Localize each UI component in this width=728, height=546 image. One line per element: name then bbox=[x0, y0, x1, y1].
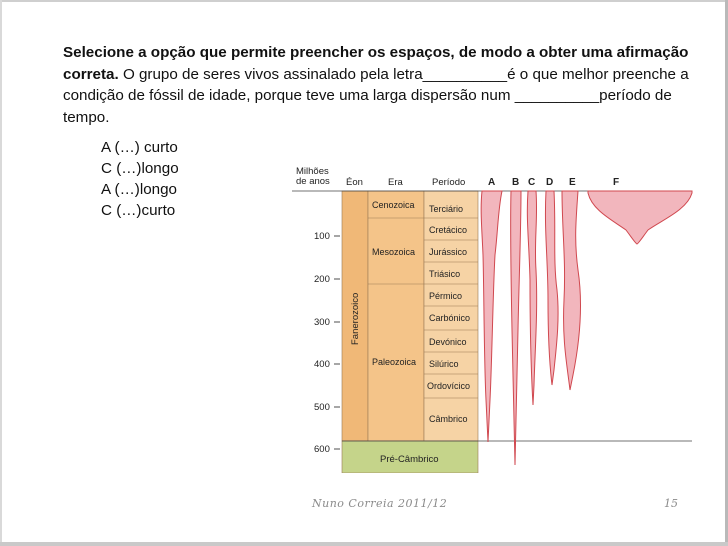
answer-option[interactable]: C (…)longo bbox=[101, 160, 179, 177]
time-ticks bbox=[314, 231, 330, 455]
period-label: Silúrico bbox=[429, 359, 459, 369]
precambrian-label: Pré-Câmbrico bbox=[380, 454, 439, 465]
eon-label: Fanerozoico bbox=[350, 292, 361, 345]
range-group-e bbox=[562, 191, 581, 390]
answer-option[interactable]: C (…)curto bbox=[101, 202, 176, 219]
question-part2: é o que melhor preenche a condição de fóssil de idade, porque teve uma larga dispersão num bbox=[63, 65, 689, 104]
geologic-time-figure bbox=[292, 160, 698, 473]
period-label: Triásico bbox=[429, 269, 461, 279]
range-group-d bbox=[545, 191, 558, 385]
question-part3: período de tempo. bbox=[63, 87, 672, 126]
range-group-b bbox=[511, 191, 521, 465]
group-letter-c: C bbox=[528, 177, 536, 188]
period-label: Devónico bbox=[429, 337, 467, 347]
period-label: Cretácico bbox=[429, 225, 468, 235]
slide-top-edge bbox=[0, 0, 728, 2]
era-label: Cenozoica bbox=[372, 200, 415, 210]
tick-label: 500 bbox=[314, 402, 330, 413]
tick-label: 400 bbox=[314, 359, 330, 370]
group-letter-a: A bbox=[488, 177, 496, 188]
era-column bbox=[368, 191, 424, 441]
group-letter-headers bbox=[488, 177, 619, 188]
question-blank-2: __________ bbox=[514, 87, 600, 104]
period-label: Pérmico bbox=[429, 291, 463, 301]
period-header: Período bbox=[432, 177, 466, 188]
tick-label: 200 bbox=[314, 274, 330, 285]
eon-header: Éon bbox=[346, 177, 363, 188]
answer-option[interactable]: A (…)longo bbox=[101, 181, 177, 198]
group-letter-e: E bbox=[569, 177, 576, 188]
tick-label: 100 bbox=[314, 231, 330, 242]
question-instruction: Selecione a opção que permite preencher os espaços, de modo a obter uma afirmação correta. bbox=[63, 44, 689, 83]
period-label: Câmbrico bbox=[429, 414, 468, 424]
era-label: Paleozoica bbox=[372, 357, 417, 367]
tick-marks bbox=[334, 236, 340, 449]
page-number: 15 bbox=[664, 497, 678, 510]
million-years-line2: de anos bbox=[296, 176, 330, 187]
period-label: Ordovícico bbox=[427, 381, 471, 391]
question-part1: O grupo de seres vivos assinalado pela letra bbox=[118, 65, 423, 83]
group-letter-b: B bbox=[512, 177, 520, 188]
range-group-a bbox=[481, 191, 502, 442]
tick-label: 300 bbox=[314, 317, 330, 328]
question-text bbox=[63, 42, 693, 128]
slide-left-edge bbox=[0, 0, 2, 546]
group-letter-f: F bbox=[613, 177, 620, 188]
period-label: Carbónico bbox=[429, 313, 471, 323]
answer-option[interactable]: A (…) curto bbox=[101, 139, 178, 156]
answer-options bbox=[101, 137, 179, 221]
period-label: Terciário bbox=[429, 204, 464, 214]
million-years-header bbox=[296, 166, 331, 187]
group-letter-d: D bbox=[546, 177, 554, 188]
era-header: Era bbox=[388, 177, 403, 188]
footer-author: Nuno Correia 2011/12 bbox=[312, 497, 448, 510]
tick-label: 600 bbox=[314, 444, 330, 455]
era-label: Mesozoica bbox=[372, 247, 416, 257]
range-group-c bbox=[527, 191, 536, 405]
period-label: Jurássico bbox=[429, 247, 468, 257]
question-blank-1: __________ bbox=[422, 65, 508, 83]
million-years-line1: Milhões bbox=[296, 166, 329, 177]
slide-bottom-edge bbox=[0, 542, 728, 546]
range-group-f bbox=[588, 191, 692, 244]
